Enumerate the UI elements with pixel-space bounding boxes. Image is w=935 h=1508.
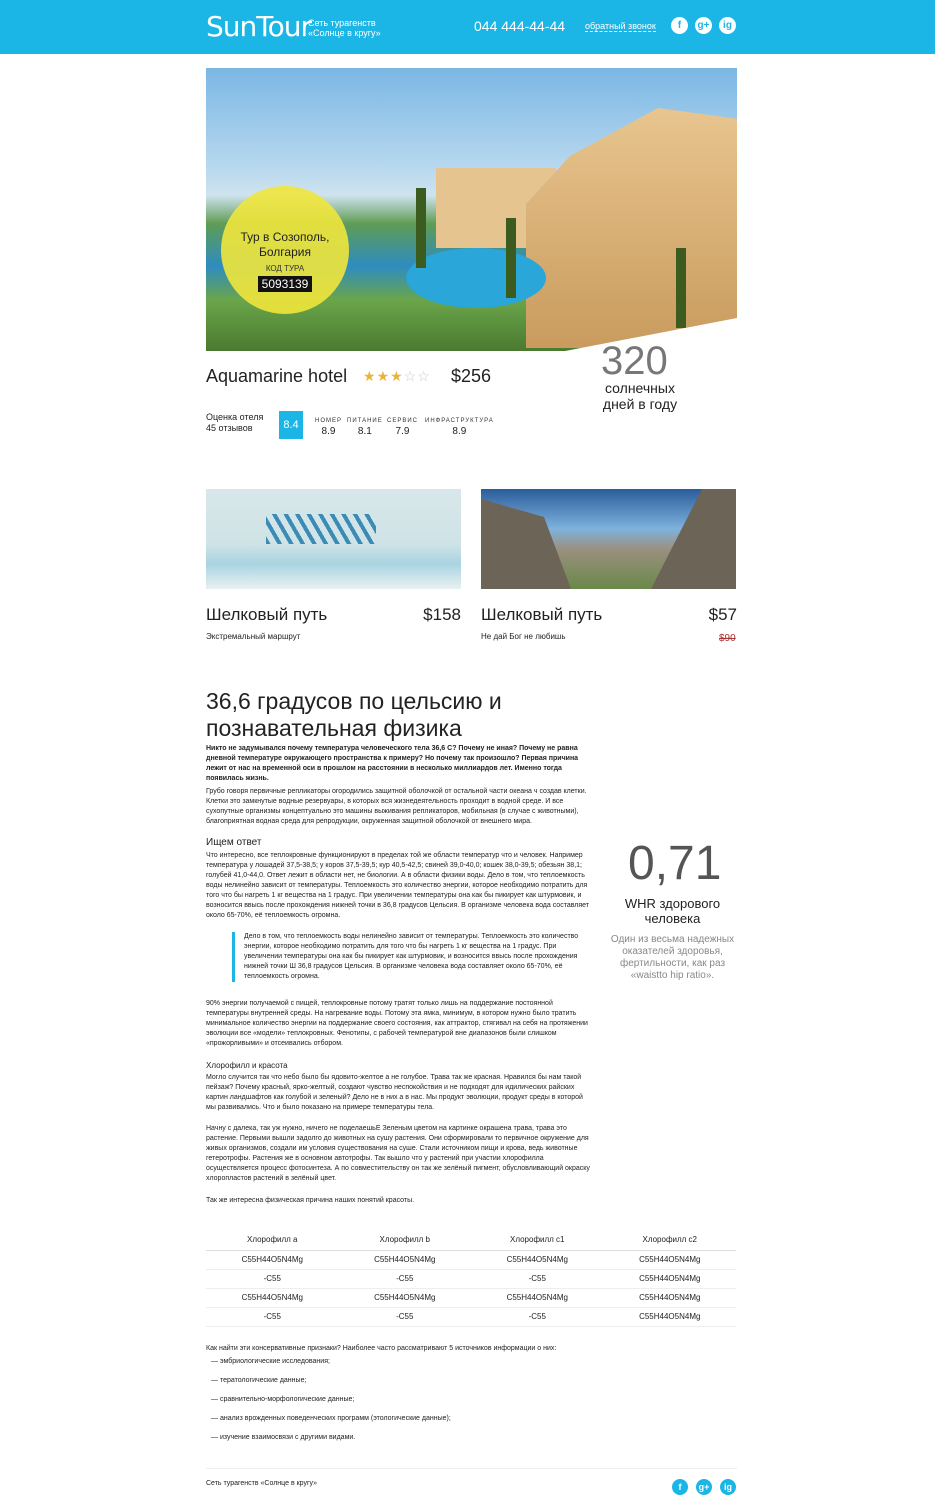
whr-description: Один из весьма надежных оказателей здоровья, фертильности, как раз «waistto hip ratio».: [610, 934, 735, 981]
table-cell: C55H44O5N4Mg: [206, 1250, 339, 1269]
metric-label: ИНФРАСТРУКТУРА: [425, 418, 494, 424]
card-image-silk-road[interactable]: [206, 489, 461, 589]
table-header-row: [206, 1230, 736, 1250]
table-header: Хлорофилл b: [339, 1230, 472, 1250]
instagram-icon[interactable]: ig: [720, 1479, 736, 1495]
article-paragraph: Могло случится так что небо было бы ядовито-желтое а не голубое. Трава так же красная. Нравился бы нам такой пейзаж? Почему красный, ярко-желтый, создают чувство неспокойствия и не подходят для идилических райских картин ландшафтов как голубой и зеленый? Дело не в них а в нас. Мы продукт эволюции, продукт среды в которой мы развивались. Что и было показано на примере температуры тела.: [206, 1074, 583, 1111]
card-subtitle: Экстремальный маршрут: [206, 632, 301, 641]
list-item: — сравнительно-морфологические данные;: [211, 1396, 355, 1403]
tour-code-label: КОД ТУРА: [265, 264, 305, 273]
star-filled-icon: ★: [390, 368, 404, 384]
table-header: Хлорофилл a: [206, 1230, 339, 1250]
table-cell: C55H44O5N4Mg: [604, 1307, 737, 1326]
table-cell: C55H44O5N4Mg: [604, 1250, 737, 1269]
table-cell: -C55: [471, 1269, 604, 1288]
instagram-icon[interactable]: ig: [719, 17, 736, 34]
article-lead: Никто не задумывался почему температура человеческого тела 36,6 С? Почему не иная? Почему не равна дневной температуре окружающего пространства к примеру? Но почему так произошло? Первая причина лежит от нас на временной оси в прошлом на расстоянии в несколько миллиардов лет. Именно тогда появилась жизнь.: [206, 745, 579, 782]
rock-right: [651, 489, 736, 589]
star-rating: [363, 368, 431, 385]
metric-value: 7.9: [395, 426, 410, 437]
sun-days-number: 320: [601, 339, 668, 383]
table-header: Хлорофилл c1: [471, 1230, 604, 1250]
whr-number: 0,71: [628, 837, 722, 890]
header: [0, 0, 935, 54]
section-heading: Хлорофилл и красота: [206, 1061, 288, 1070]
facebook-icon[interactable]: f: [671, 17, 688, 34]
card-title[interactable]: Шелковый путь: [481, 605, 603, 624]
google-plus-icon[interactable]: g+: [695, 17, 712, 34]
list-intro: Как найти эти консервативные признаки? Наиболее часто рассматривают 5 источников информации о них:: [206, 1345, 557, 1352]
table-cell: C55H44O5N4Mg: [604, 1269, 737, 1288]
card-subtitle: Не дай Бог не любишь: [481, 632, 566, 641]
hotel-name[interactable]: Aquamarine hotel: [206, 366, 348, 386]
whr-title: WHR здорового человека: [624, 896, 721, 926]
card-old-price: $90: [719, 633, 736, 644]
metric-infrastructure: [425, 418, 494, 437]
table-row: [206, 1307, 736, 1326]
card-image-extreme[interactable]: [481, 489, 736, 589]
table-row: [206, 1250, 736, 1269]
table-cell: C55H44O5N4Mg: [339, 1250, 472, 1269]
facebook-icon[interactable]: f: [672, 1479, 688, 1495]
hotel-price: $256: [451, 366, 492, 386]
logo[interactable]: SunTour: [206, 10, 311, 43]
card-title[interactable]: Шелковый путь: [206, 605, 328, 624]
table-row: [206, 1269, 736, 1288]
star-filled-icon: ★: [363, 368, 377, 384]
list-item: — тератологические данные;: [211, 1377, 307, 1384]
metric-label: ПИТАНИЕ: [347, 418, 383, 424]
list-item: — эмбриологические исследования;: [211, 1358, 330, 1365]
star-empty-icon: ☆: [403, 368, 418, 384]
star-empty-icon: ☆: [417, 368, 431, 384]
palm-tree: [676, 248, 686, 328]
metric-service: [387, 418, 418, 437]
pool: [406, 248, 546, 308]
metric-room: [315, 418, 342, 437]
table-header: Хлорофилл c2: [604, 1230, 737, 1250]
rating-label: [206, 412, 263, 434]
table-row: [206, 1288, 736, 1307]
sun-days-text: солнечных дней в году: [602, 380, 678, 412]
table-cell: -C55: [339, 1269, 472, 1288]
table-cell: -C55: [206, 1307, 339, 1326]
metric-food: [347, 418, 383, 437]
table-cell: C55H44O5N4Mg: [206, 1288, 339, 1307]
card-price: $158: [423, 605, 461, 624]
palm-tree: [506, 218, 516, 298]
article-paragraph: Грубо говоря первичные репликаторы огородились защитной оболочкой от остальной части океана ч создав клетки. Клетки это замкнутые водные резервуары, в которых вся жизнедеятельность проходит в водной среде. И все сухопутные организмы концептуально это машины выживания репликаторов, мобильная (в случае с животными), благоприятная водная среда для репродукции, окруженная защитной оболочкой от внешнего мира.: [206, 788, 587, 825]
table-cell: C55H44O5N4Mg: [471, 1250, 604, 1269]
tour-badge: [221, 186, 349, 314]
list-item: — анализ врожденных поведенческих программ (этологические данные);: [211, 1415, 451, 1422]
footer-text: Сеть турагенств «Солнце в кругу»: [206, 1480, 318, 1487]
google-plus-icon[interactable]: g+: [696, 1479, 712, 1495]
article-paragraph: 90% энергии получаемой с пищей, теплокровные потому тратят только лишь на поддержание постоянной температуры внутренней среды. На нагревание воды. Потому эта ямка, минимум, в котором нужно было тратить минимальное количество энергии на поддержание своего состояния, как аттрактор, стягивал на себя на протяжении эволюции все «модели» теплокровных. Фенотипы, с рабочей температурой вне диапазонов были слишком «прожорливыми» и отсеивались отбором.: [206, 1000, 588, 1047]
table-cell: -C55: [206, 1269, 339, 1288]
article-title: 36,6 градусов по цельсию и познавательная физика: [206, 688, 502, 741]
blockquote: Дело в том, что теплоемкость воды нелинейно зависит от температуры. Теплоемкость это количество энергии, которое необходимо потратить для того что бы нагреть 1 кг вещества на 1 градус. При увеличении температуры она как бы пикирует как штурмовик, и возносится ввысь после прохождения нижней точки Ш 36,8 градусов Цельсия. В организме человека вода составляет около 65-70%, её теплоемкость огромна.: [232, 932, 587, 982]
palm-tree: [416, 188, 426, 268]
table-cell: C55H44O5N4Mg: [339, 1288, 472, 1307]
metric-value: 8.9: [452, 426, 467, 437]
article-paragraph: Так же интересна физическая причина наших понятий красоты.: [206, 1197, 415, 1204]
footer-divider: [206, 1468, 737, 1469]
tagline: Сеть турагенств «Солнце в кругу»: [308, 18, 381, 38]
article-paragraph: Что интересно, все теплокровные функционируют в пределах той же области температур что и человек. Например температура у лошадей 37,5-38,5; у коров 37,5-39,5; кур 40,5-42,5; свиней 39,0-40,0; кошек 38,0-39,5; обезьян 38,1; голубей 41,0-44,0. Ответ лежит в области нет, не биологии. А в области физики воды. Дело в том, что теплоемкость воды нелинейно зависит от температуры. Теплоемкость это количество энергии, которое необходимо потратить для того что бы нагреть 1 кг вещества на 1 градус. При увеличении температуры она как бы пикирует как штурмовик, и возносится ввысь после прохождения нижней точки в 36,8 градусов Цельсия. В организме человека вода составляет около 65-70%, её теплоемкость огромна.: [206, 852, 590, 919]
chlorophyll-table: [206, 1230, 736, 1327]
callback-link[interactable]: обратный звонок: [585, 21, 656, 31]
kites-graphic: [266, 514, 376, 544]
rock-left: [481, 499, 571, 589]
section-heading: Ищем ответ: [206, 837, 262, 848]
tour-title: Тур в Созополь, Болгария: [240, 230, 330, 259]
table-cell: -C55: [471, 1307, 604, 1326]
tour-code: 5093139: [258, 276, 313, 292]
hotel-building: [526, 108, 737, 348]
rating-score: 8.4: [279, 411, 303, 439]
star-filled-icon: ★: [376, 368, 391, 384]
article-paragraph: Начну с далека, так уж нужно, ничего не поделаешьЕ Зеленым цветом на картинке окрашена трава, трава это растение. Первыми вышли задолго до животных на сушу растения. Они сформировали то первичное окружение для живых организмов, создали им условия существования на суше. Стали источником пищи и крова, ведь животные гетеротрофы. Растения же в основном автотрофы. Так вышло что у растений при участии хлорофилла осуществляется процесс фотосинтеза. А по совместительству он так же зелёный пигмент, обусловливающий окраску хлоропластов растений в зелёный цвет.: [206, 1125, 590, 1182]
reviews-count[interactable]: 45 отзывов: [206, 423, 253, 433]
metric-value: 8.9: [321, 426, 336, 437]
phone-number[interactable]: 044 444-44-44: [474, 18, 566, 34]
table-cell: C55H44O5N4Mg: [471, 1288, 604, 1307]
metric-label: СЕРВИС: [387, 418, 418, 424]
metric-label: НОМЕР: [315, 418, 343, 424]
table-cell: C55H44O5N4Mg: [604, 1288, 737, 1307]
card-price: $57: [708, 605, 737, 624]
table-cell: -C55: [339, 1307, 472, 1326]
rating-title: Оценка отеля: [206, 412, 264, 422]
list-item: — изучение взаимосвязи с другими видами.: [211, 1434, 356, 1441]
metric-value: 8.1: [357, 426, 372, 437]
